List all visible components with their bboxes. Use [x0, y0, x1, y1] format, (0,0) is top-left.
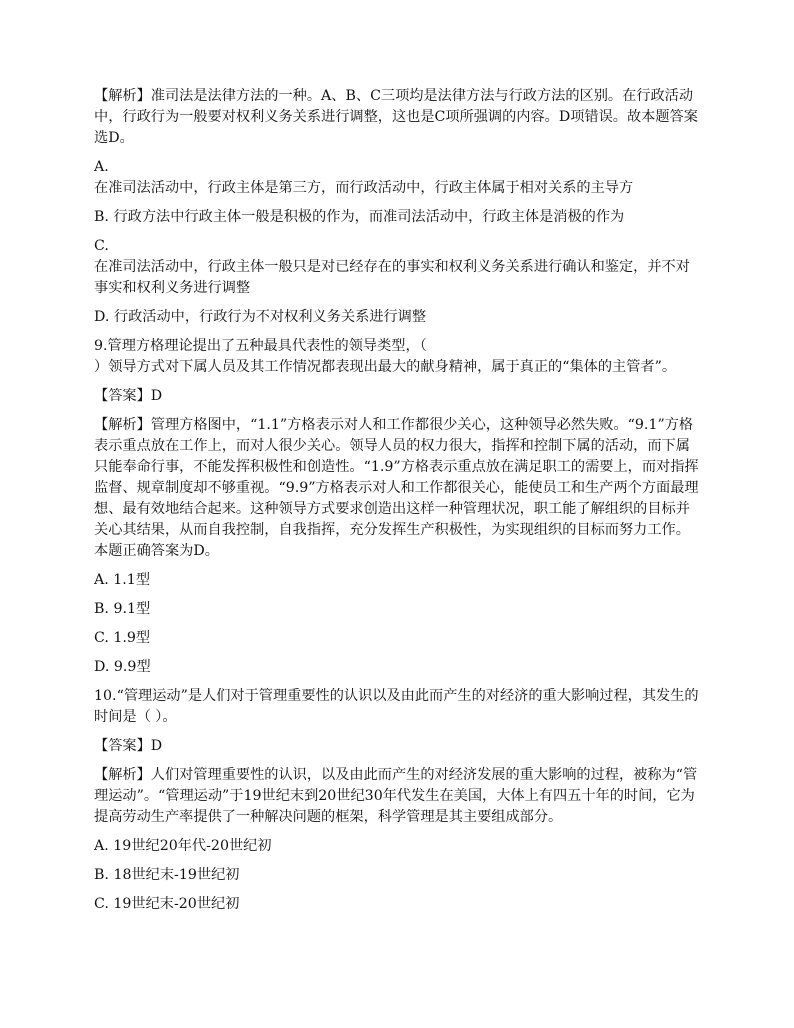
q10-answer [94, 736, 702, 757]
analysis-tag: 【解析】 [94, 767, 151, 783]
q9-option-b: B. 9.1型 [94, 601, 151, 617]
q10-analysis [94, 765, 702, 828]
q8-option-d: D. 行政活动中，行政行为不对权利义务关系进行调整 [94, 309, 427, 325]
q9-question: 9.管理方格理论提出了五种最具代表性的领导类型，（ ）领导方式对下属人员及其工作情况都表现出最大的献身精神，属于真正的“集体的主管者”。 [94, 338, 677, 375]
q10-option-b: B. 18世纪末-19世纪初 [94, 867, 240, 883]
analysis-tag: 【解析】 [94, 88, 151, 104]
analysis-tag: 【解析】 [94, 417, 151, 433]
q8-option-a: A. 在准司法活动中，行政主体是第三方，而行政活动中，行政主体属于相对关系的主导方 [94, 159, 634, 196]
analysis-text: 准司法是法律方法的一种。A、B、C三项均是法律方法与行政方法的区别。在行政活动中，行政行为一般要对权利义务关系进行调整，这也是C项所强调的内容。D项错误。故本题答案选D。 [94, 88, 698, 146]
analysis-text: 管理方格图中，“1.1”方格表示对人和工作都很少关心，这种领导必然失败。“9.1”方格表示重点放在工作上，而对人很少关心。领导人员的权力很大，指挥和控制下属的活动，而下属只能奉命行事，不能发挥积极性和创造性。“1.9”方格表示重点放在满足职工的需要上，而对指挥监督、规章制度却不够重视。“9.9”方格表示对人和工作都很关心，能使员工和生产两个方面最理想、最有效地结合起来。这种领导方式要求创造出这样一种管理状况，职工能了解组织的目标并关心其结果，从而自我控制，自我指挥，充分发挥生产积极性，为实现组织的目标而努力工作。本题正确答案为D。 [94, 417, 699, 559]
q10-option-a: A. 19世纪20年代-20世纪初 [94, 838, 272, 854]
analysis-text: 人们对管理重要性的认识，以及由此而产生的对经济发展的重大影响的过程，被称为“管理运动”。“管理运动”于19世纪末到20世纪30年代发生在美国，大体上有四五十年的时间，它为提高劳动生产率提供了一种解决问题的框架，科学管理是其主要组成部分。 [94, 767, 698, 825]
answer-tag: 【答案】 [94, 388, 151, 404]
q9-option-c: C. 1.9型 [94, 630, 151, 646]
q8-option-c: C. 在准司法活动中，行政主体一般只是对已经存在的事实和权利义务关系进行确认和鉴定，并不对事实和权利义务进行调整 [94, 238, 690, 296]
q9-option-d: D. 9.9型 [94, 659, 151, 675]
q8-analysis [94, 86, 702, 149]
q8-option-b: B. 行政方法中行政主体一般是积极的作为，而准司法活动中，行政主体是消极的作为 [94, 209, 625, 225]
answer-value: D [150, 388, 163, 404]
q10-question: 10.“管理运动”是人们对于管理重要性的认识以及由此而产生的对经济的重大影响过程，其发生的时间是（ ）。 [94, 688, 699, 725]
q9-option-a: A. 1.1型 [94, 572, 151, 588]
document-page [94, 86, 702, 923]
answer-value: D [150, 738, 163, 754]
q9-answer [94, 386, 702, 407]
q10-option-c: C. 19世纪末-20世纪初 [94, 896, 240, 912]
answer-tag: 【答案】 [94, 738, 151, 754]
q9-analysis [94, 415, 702, 562]
